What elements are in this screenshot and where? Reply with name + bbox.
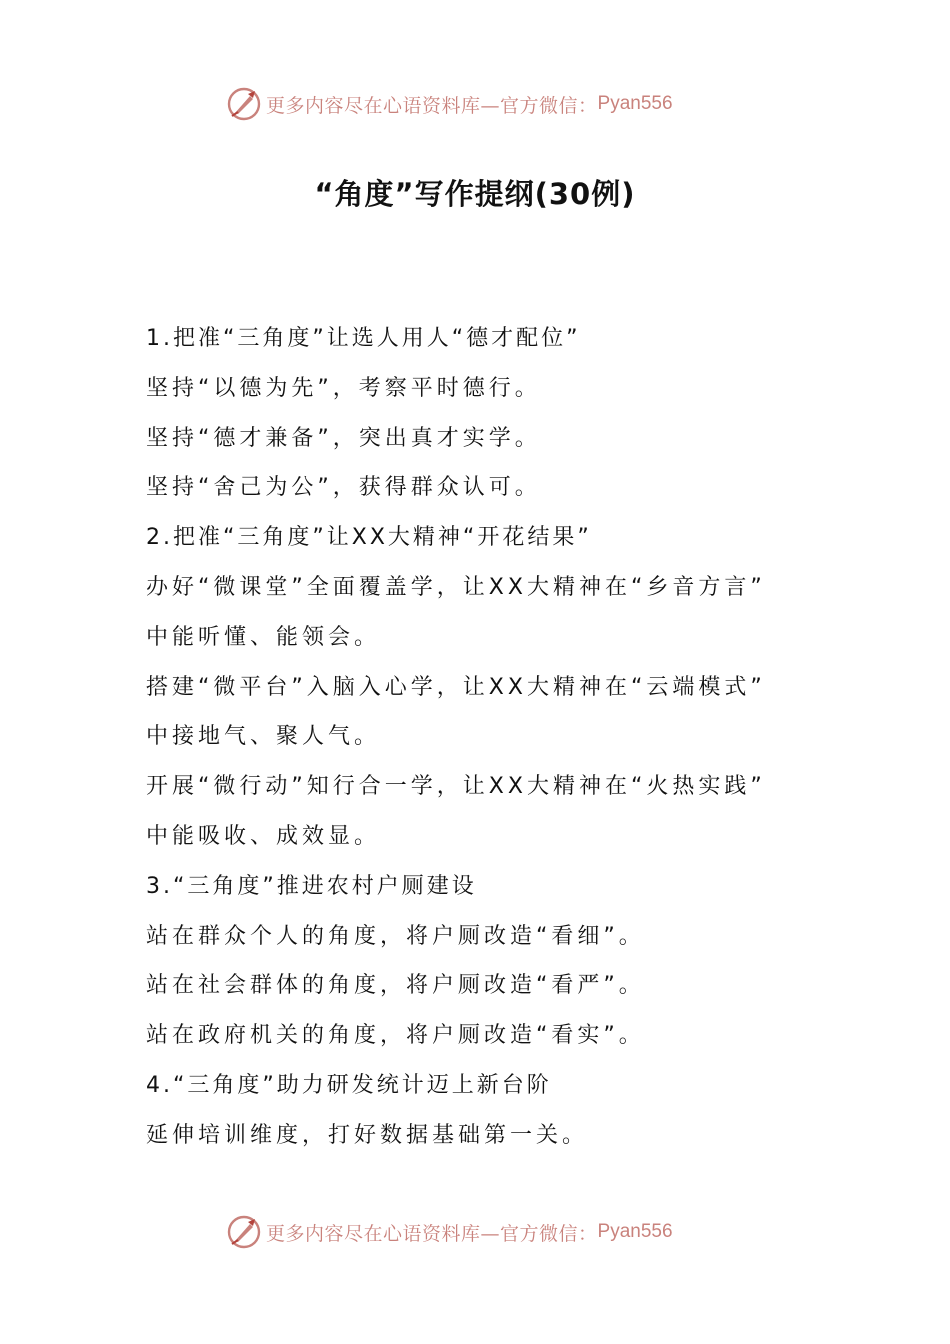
body-line: 延伸培训维度，打好数据基础第一关。 <box>146 1122 589 1148</box>
body-line: 中能听懂、能领会。 <box>146 624 381 650</box>
body-line: 站在群众个人的角度，将户厕改造“看细”。 <box>146 923 645 949</box>
body-line: 坚持“舍己为公”，获得群众认可。 <box>146 475 541 501</box>
document-body <box>146 314 806 1161</box>
body-line: 站在政府机关的角度，将户厕改造“看实”。 <box>146 1023 645 1049</box>
quill-pen-logo-icon <box>226 86 262 122</box>
body-line: 中接地气、聚人气。 <box>146 724 381 750</box>
section-heading: 2.把准“三角度”让XX大精神“开花结果” <box>146 525 592 551</box>
watermark-handle: Pyan556 <box>597 93 673 114</box>
watermark-text: 更多内容尽在心语资料库—官方微信： <box>266 94 598 117</box>
body-line: 坚持“以德为先”，考察平时德行。 <box>146 375 541 401</box>
body-line: 搭建“微平台”入脑入心学，让XX大精神在“云端模式” <box>146 674 766 700</box>
quill-pen-logo-icon <box>226 1214 262 1250</box>
section-heading: 1.把准“三角度”让选人用人“德才配位” <box>146 326 581 351</box>
section-heading: 4.“三角度”助力研发统计迈上新台阶 <box>146 1072 552 1098</box>
watermark-text: 更多内容尽在心语资料库—官方微信： <box>266 1222 598 1245</box>
footer-watermark <box>226 1212 726 1252</box>
document-title: “角度”写作提纲(30例) <box>314 177 636 211</box>
body-line: 坚持“德才兼备”，突出真才实学。 <box>146 425 541 451</box>
body-line: 站在社会群体的角度，将户厕改造“看严”。 <box>146 973 645 999</box>
watermark-handle: Pyan556 <box>597 1221 673 1242</box>
section-heading: 3.“三角度”推进农村户厕建设 <box>146 873 477 899</box>
body-line: 中能吸收、成效显。 <box>146 823 381 849</box>
body-line: 办好“微课堂”全面覆盖学，让XX大精神在“乡音方言” <box>146 574 766 600</box>
body-line: 开展“微行动”知行合一学，让XX大精神在“火热实践” <box>146 774 766 800</box>
header-watermark <box>226 84 726 124</box>
